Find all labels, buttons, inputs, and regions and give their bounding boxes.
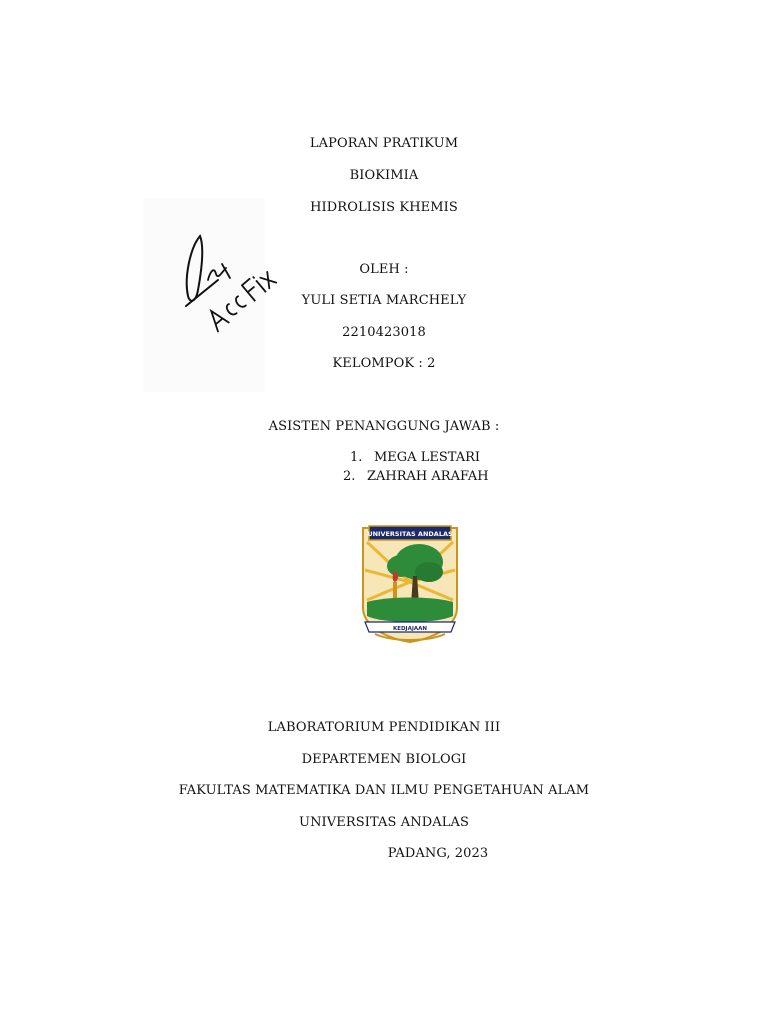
handwritten-signature	[178, 228, 278, 338]
assistant-item	[343, 469, 489, 485]
group-number: KELOMPOK : 2	[332, 356, 436, 371]
assistant-number: 1.	[350, 450, 363, 465]
assistant-item	[350, 450, 480, 466]
logo-banner-text: UNIVERSITAS ANDALAS	[367, 530, 453, 538]
city-year: PADANG, 2023	[387, 846, 489, 861]
university-logo	[357, 520, 463, 644]
university-name: UNIVERSITAS ANDALAS	[299, 815, 469, 830]
logo-ribbon-text: KEDJAJAAN	[392, 626, 428, 632]
assistants-heading: ASISTEN PENANGGUNG JAWAB :	[268, 419, 500, 434]
faculty-name: FAKULTAS MATEMATIKA DAN ILMU PENGETAHUAN ALAM	[178, 783, 590, 798]
lab-name: LABORATORIUM PENDIDIKAN III	[267, 720, 501, 735]
by-label: OLEH :	[359, 262, 409, 277]
assistant-number: 2.	[343, 469, 356, 484]
assistant-name: ZAHRAH ARAFAH	[367, 469, 489, 484]
course-name: BIOKIMIA	[349, 168, 419, 183]
student-id: 2210423018	[342, 325, 426, 340]
report-topic: HIDROLISIS KHEMIS	[310, 200, 458, 215]
report-title: LAPORAN PRATIKUM	[309, 136, 459, 151]
assistant-name: MEGA LESTARI	[374, 450, 481, 465]
student-name: YULI SETIA MARCHELY	[301, 293, 467, 308]
department-name: DEPARTEMEN BIOLOGI	[301, 752, 467, 767]
